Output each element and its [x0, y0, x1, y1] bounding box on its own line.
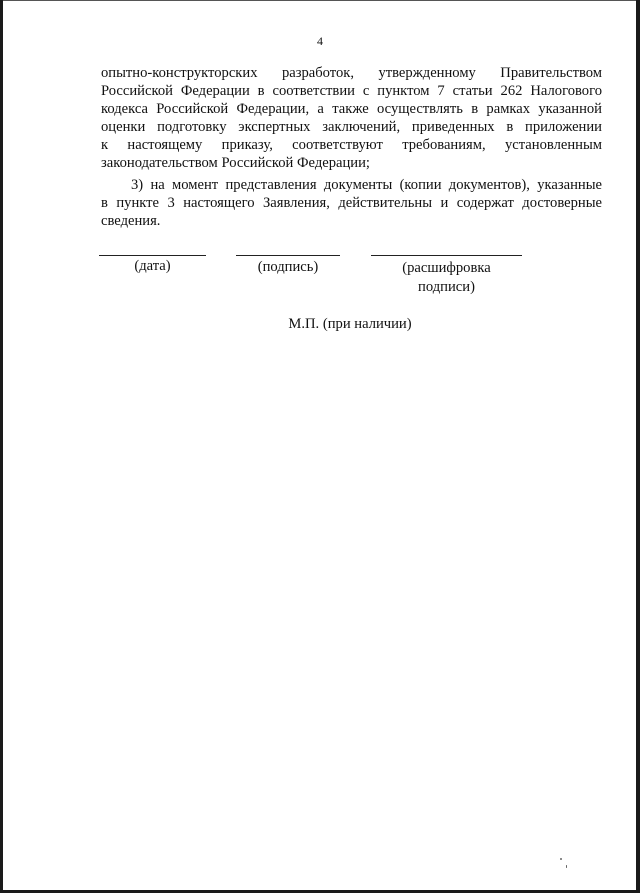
- page-number: 4: [317, 34, 323, 48]
- name-decode-label: [371, 259, 522, 297]
- scan-edge-left: [0, 0, 3, 893]
- stamp-note: М.П. (при наличии): [288, 316, 412, 332]
- text-line: кодекса Российской Федерации, а также осуществлять в рамках указанной: [101, 101, 602, 117]
- scan-speck: [566, 865, 567, 868]
- name-decode-line: [371, 255, 522, 256]
- scan-edge-top: [0, 0, 640, 1]
- text-line: Российской Федерации в соответствии с пунктом 7 статьи 262 Налогового: [101, 83, 602, 99]
- paragraph-continuation: [101, 64, 602, 172]
- text-line: оценки подготовку экспертных заключений, приведенных в приложении: [101, 119, 602, 135]
- text-line: опытно-конструкторских разработок, утвержденному Правительством: [101, 65, 602, 81]
- name-decode-label-line1: (расшифровка: [402, 260, 491, 276]
- scan-edge-right: [636, 0, 640, 893]
- text-line: 3) на момент представления документы (копии документов), указанные: [131, 177, 602, 193]
- text-line: сведения.: [101, 213, 161, 229]
- date-signature-line: [99, 255, 206, 256]
- scan-speck: [560, 858, 562, 860]
- text-line: законодательством Российской Федерации;: [101, 155, 370, 171]
- name-decode-label-line2: подписи): [418, 279, 475, 295]
- date-label: (дата): [134, 258, 171, 274]
- signature-label: (подпись): [257, 259, 319, 275]
- text-line: к настоящему приказу, соответствуют требованиям, установленным: [101, 137, 602, 153]
- text-line: в пункте 3 настоящего Заявления, действительны и содержат достоверные: [101, 195, 602, 211]
- signature-line: [236, 255, 340, 256]
- paragraph-item-3: [101, 176, 602, 230]
